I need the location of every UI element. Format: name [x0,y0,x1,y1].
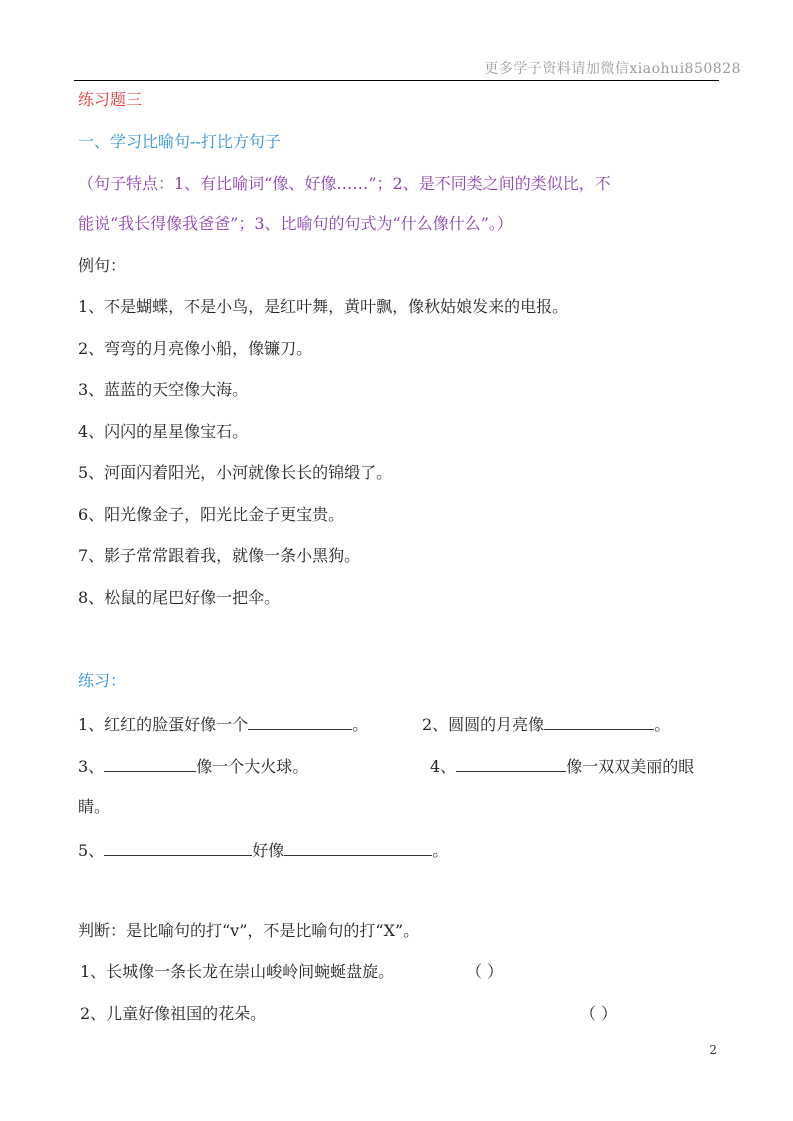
page-number: 2 [709,1043,717,1057]
note-line-1: （句子特点：1、有比喻词“像、好像……”；2、是不同类之间的类似比，不 [78,174,611,193]
note-line-2: 能说“我长得像我爸爸”；3、比喻句的句式为“什么像什么”。） [78,214,513,233]
header-text: 更多学子资料请加微信xiaohui850828 [484,61,741,77]
practice-question-4-continued: 睛。 [78,797,111,816]
q5-blank-2[interactable] [284,839,432,856]
judge-answer-paren-1[interactable]: （ ） [466,962,504,981]
q1-text: 1、红红的脸蛋好像一个 [78,715,249,734]
q5-end: 。 [432,841,449,860]
example-item: 3、蓝蓝的天空像大海。 [78,380,249,399]
example-item: 2、弯弯的月亮像小船，像镰刀。 [78,339,313,358]
q3-blank[interactable] [104,755,196,772]
q4-blank[interactable] [456,755,566,772]
q5-blank-1[interactable] [104,839,252,856]
judge-answer-paren-2[interactable]: （ ） [580,1004,618,1023]
practice-label: 练习： [78,671,127,690]
example-item: 4、闪闪的星星像宝石。 [78,422,249,441]
q4-num: 4、 [430,757,457,776]
practice-question-2 [422,713,670,735]
example-item: 1、不是蝴蝶，不是小鸟，是红叶舞，黄叶飘，像秋姑娘发来的电报。 [78,297,569,316]
q2-end: 。 [654,715,671,734]
q2-blank[interactable] [544,713,654,730]
example-item: 6、阳光像金子，阳光比金子更宝贵。 [78,505,345,524]
q3-text: 像一个大火球。 [196,757,309,776]
q5-num: 5、 [78,841,105,860]
page-title: 练习题三 [78,90,143,109]
practice-question-3 [78,755,308,777]
q4-text: 像一双双美丽的眼 [566,757,695,776]
judge-instruction: 判断：是比喻句的打“v”，不是比喻句的打“X”。 [78,921,420,940]
judge-item-text: 1、长城像一条长龙在崇山峻岭间蜿蜒盘旋。 [80,962,395,981]
practice-question-1 [78,713,368,735]
q3-num: 3、 [78,757,105,776]
example-item: 7、影子常常跟着我，就像一条小黑狗。 [78,546,361,565]
practice-question-4 [430,755,694,777]
q2-text: 2、圆圆的月亮像 [422,715,545,734]
judge-item-2 [80,1004,266,1024]
judge-item-1 [80,962,394,982]
example-item: 5、河面闪着阳光，小河就像长长的锦缎了。 [78,463,393,482]
example-item: 8、松鼠的尾巴好像一把伞。 [78,588,281,607]
header-rule [74,80,719,81]
example-label: 例句： [78,256,127,275]
q5-mid: 好像 [252,841,285,860]
q1-end: 。 [352,715,369,734]
q1-blank[interactable] [248,713,352,730]
judge-item-text: 2、儿童好像祖国的花朵。 [80,1004,267,1023]
section-heading: 一、学习比喻句--打比方句子 [78,132,281,151]
practice-question-5 [78,839,448,861]
